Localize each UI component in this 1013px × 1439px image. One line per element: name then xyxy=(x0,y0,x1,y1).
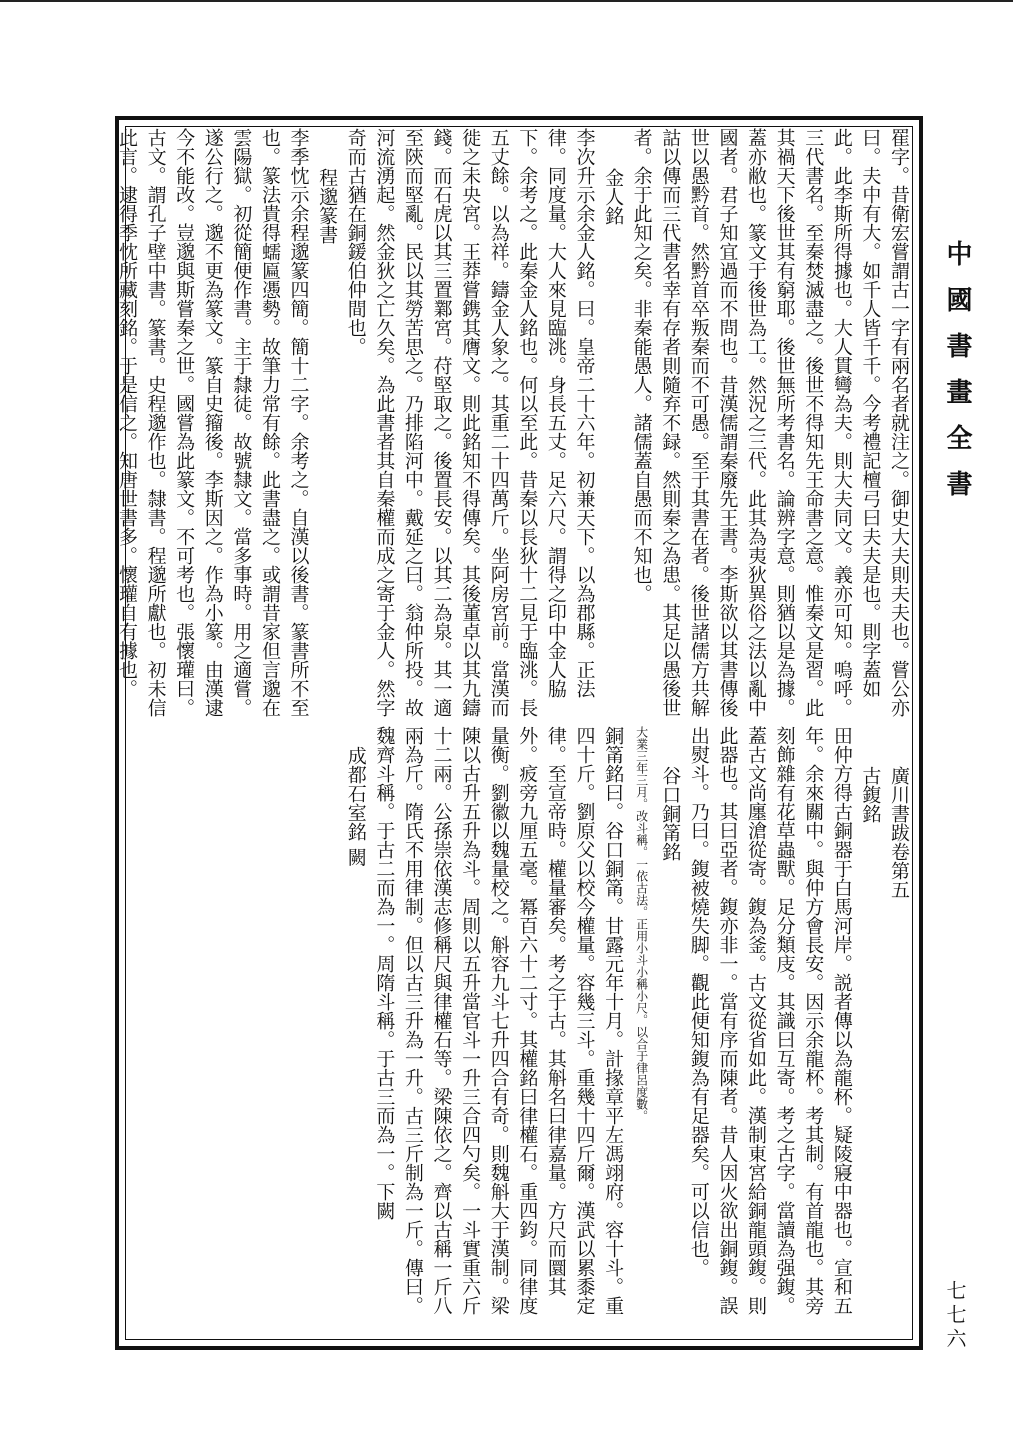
volume-title: 廣川書跋卷第五 xyxy=(888,766,910,899)
heading-chengdu-shishi-ming: 成都石室銘 闕 xyxy=(344,746,367,867)
paragraph-gukou-tongtong-ming: 銅筩銘曰。谷口銅筩。甘露元年十月。計掾章平左馮翊府。容十斗。重四十斤。劉原父以校今權量。容幾三斗。重幾十四斤爾。漢武以累黍定律。至宣帝時。權量審矣。考之于古。其斛名曰律嘉量。方尺而圜其外。㽹旁九厘五毫。冪百六十二寸。其權銘曰律權石。重四鈞。同律度量衡。劉徽以魏量校之。斛容九斗七升四合有奇。則魏斛大于漢制。梁陳以古升五升為斗。周則以五升當官斗一升三合四勺矣。一斗實重六斤十二兩。公孫崇依漢志修稱尺與律權石等。梁陳依之。齊以古稱一斤八兩為斤。隋氏不用律制。但以古三升為一升。古三斤制為一斤。傳曰。魏齊斗稱。于古二而為一。周隋斗稱。于古三而為一。下闕 xyxy=(373,726,625,1315)
top-rule xyxy=(0,0,1013,2)
heading-chengmiao-zhuanshu: 程邈篆書 xyxy=(316,168,339,244)
heading-jinren-ming: 金人銘 xyxy=(602,168,625,225)
heading-gufu-ming: 古鍑銘 xyxy=(859,766,882,823)
paragraph-jinren-ming: 李次升示余金人銘。曰。皇帝二十六年。初兼天下。以為郡縣。正法律。同度量。大人來見臨洮。身長五丈。足六尺。謂得之印中金人脇下。余考之。此秦金人銘也。何以至此。昔秦以長狄十二見于臨洮。長五丈餘。以為祥。鑄金人象之。其重二十四萬斤。坐阿房宮前。當漢而徙之未央宮。王莽嘗鎸其膺文。則此銘知不得傳矣。其後董卓以其九鑄錢。而石虎以其三置鄴宮。苻堅取之。後置長安。以其二為泉。其一適至陝而堅亂。民以其勞苦思之。乃排陷河中。戴延之曰。翁仲所投。故河流湧起。然金狄之亡久矣。為此書者其自秦權而成之寄于金人。然字奇而古猶在銅鍰伯仲間也。 xyxy=(344,128,596,717)
paragraph-seal-script-note: 䍜字。昔衛宏嘗謂古一字有兩名者就注之。御史大夫則夫夫也。嘗公亦曰。夫中有大。如千人皆千千。今考禮記檀弓曰夫夫是也。則字蓋如此。此李斯所得據也。大人貫彎為夫。則大夫同文。義亦可知。嗚呼。三代書名。至秦焚滅盡之。後世不得知先王命書之意。惟秦文是習。此其禍天下後世其有窮耶。後世無所考書名。論辨字意。則猶以是為據。蓋亦敝也。篆文于後世為工。然況之三代。此其為夷狄異俗之法以亂中國者。君子知宜過而不問也。昔漢儒謂秦廢先王書。李斯欲以其書傳後世以愚黔首。然黔首卒叛秦而不可愚。至于其書在者。後世諸儒方共解詁以傳而三代書名幸有存者則隨弃不録。然則秦之為患。其足以愚後世者。余于此知之矣。非秦能愚人。諸儒蓋自愚而不知也。 xyxy=(630,128,910,717)
text-frame xyxy=(115,116,923,1350)
annotation-note: 大業三年三月。改斗稱。一依古法。正用小斗小稱小尺。以合于律呂度數。 xyxy=(634,726,649,1122)
paragraph-gufu-ming: 田仲方得古銅器于白馬河岸。説者傳以為龍杯。疑陵寢中器也。宣和五年。余來關中。與仲方會長安。因示余龍杯。考其制。有首龍也。其旁刻飾雜有花草蟲獸。足分類庋。其識曰互寄。考之古字。當讀為强鍑。蓋古文尚廛滄從寄。鍑為釜。古文從省如此。漢制東宮給銅龍頭鍑。則此器也。其曰亞者。鍑亦非一。當有序而陳者。昔人因火欲出銅鍑。誤出熨斗。乃曰。鍑被燒失脚。觀此便知鍑為有足器矣。可以信也。 xyxy=(687,726,853,1315)
paragraph-chengmiao-zhuanshu: 李季忱示余程邈篆四簡。簡十二字。余考之。自漢以後書。篆書所不至也。篆法貴得蠕匾慿勢。故筆力常有餘。此書盡之。或謂昔家但言邈在雲陽獄。初從簡便作書。主于隸徒。故號隸文。當多事時。用之適嘗。遂公行之。邈不更為篆文。篆自史籀後。李斯因之。作為小篆。由漢逮今不能改。豈邈與斯嘗秦之世。國嘗為此篆文。不可考也。張懷瓘曰。古文。謂孔子壁中書。篆書。史程邈作也。隸書。程邈所獻也。初未信此言。逮得季忱所藏刻銘。于是信之。知唐世書多。懷瓘自有據也。 xyxy=(115,128,310,717)
heading-gukou-tongtong-ming: 谷口銅筩銘 xyxy=(659,766,682,861)
upper-text-block xyxy=(115,128,913,726)
lower-text-block xyxy=(125,726,913,1326)
book-title-header: 中國書畫全書 xyxy=(942,240,972,516)
page-number: 七七六 xyxy=(943,1280,967,1352)
